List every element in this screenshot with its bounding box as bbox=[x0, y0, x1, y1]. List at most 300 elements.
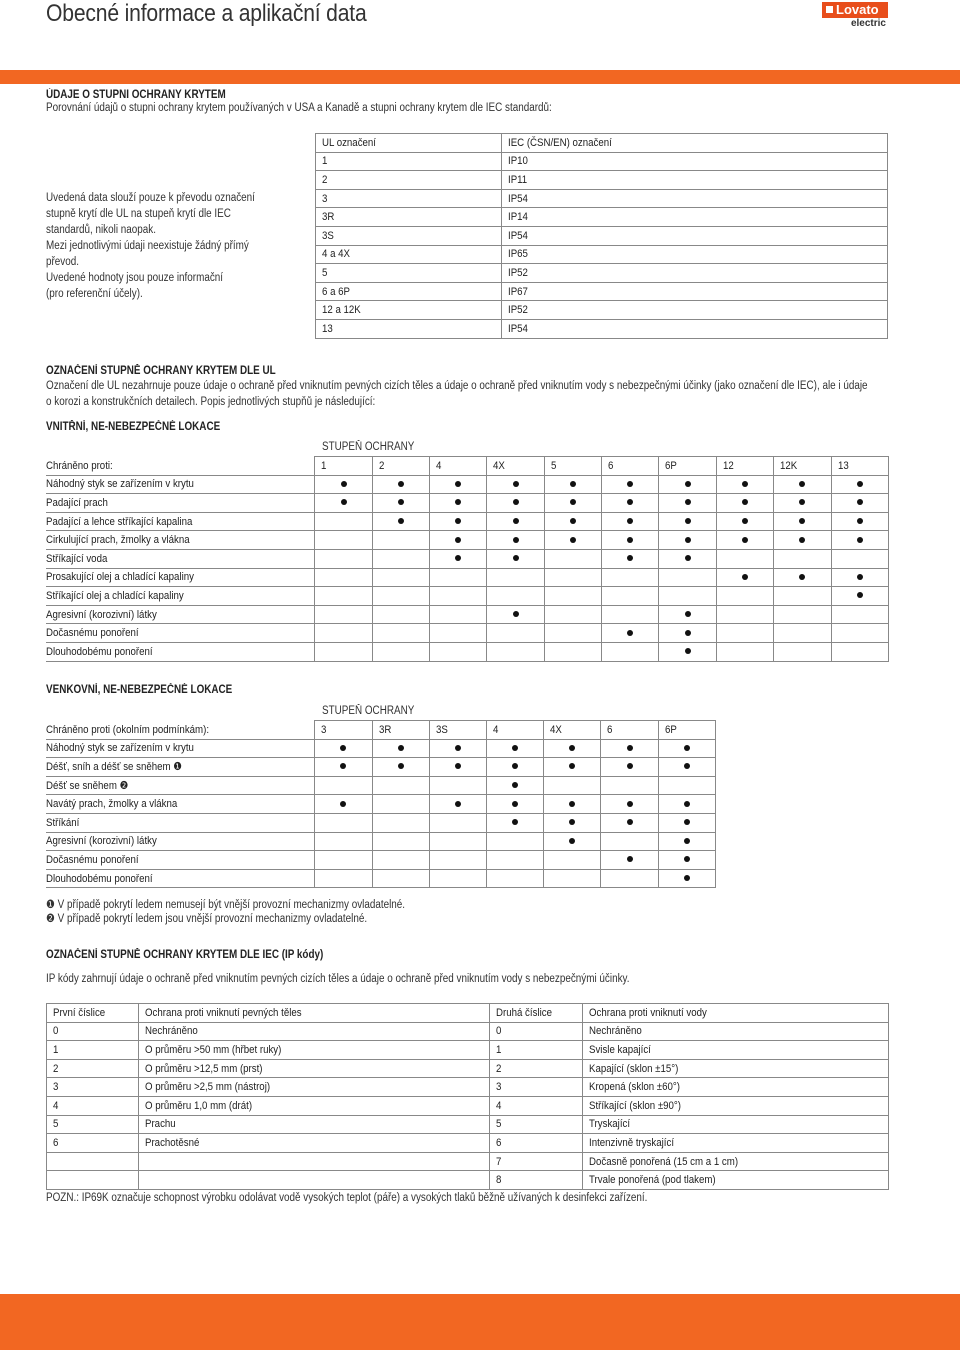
bullet-icon bbox=[512, 763, 518, 769]
bullet-icon bbox=[398, 763, 404, 769]
column-header-text: 13 bbox=[837, 459, 849, 472]
table-row bbox=[46, 549, 889, 568]
bullet-icon bbox=[398, 499, 404, 505]
row-label-text: Dočasnému ponoření bbox=[46, 627, 139, 640]
column-header bbox=[544, 457, 601, 476]
outdoor-group-label: STUPEŇ OCHRANY bbox=[322, 705, 415, 717]
dot-cell bbox=[487, 512, 544, 531]
dot-cell bbox=[429, 776, 486, 795]
dot-cell bbox=[601, 813, 658, 832]
row-label-text: Dočasnému ponoření bbox=[46, 853, 139, 866]
table-row bbox=[47, 1152, 889, 1171]
column-header-text: 6 bbox=[608, 459, 614, 472]
table-row bbox=[46, 475, 889, 494]
cell bbox=[583, 1152, 889, 1171]
dot-cell bbox=[602, 475, 659, 494]
row-label bbox=[46, 624, 315, 643]
dot-cell bbox=[831, 549, 888, 568]
bullet-icon bbox=[742, 499, 748, 505]
dot-cell bbox=[659, 475, 716, 494]
bullet-icon bbox=[570, 537, 576, 543]
dot-cell bbox=[544, 624, 601, 643]
table-row bbox=[316, 245, 888, 264]
cell-text: 4 bbox=[53, 1099, 59, 1112]
bullet-icon bbox=[455, 801, 461, 807]
row-label-text: Agresivní (korozivní) látky bbox=[46, 608, 157, 621]
dot-cell bbox=[658, 813, 715, 832]
dot-cell bbox=[487, 869, 544, 888]
dot-cell bbox=[315, 813, 372, 832]
table-row bbox=[46, 813, 716, 832]
dot-cell bbox=[544, 851, 601, 870]
dot-cell bbox=[430, 494, 487, 513]
dot-cell bbox=[658, 832, 715, 851]
dot-cell bbox=[602, 568, 659, 587]
row-label bbox=[46, 739, 315, 758]
dot-cell bbox=[716, 494, 773, 513]
row-label-text: Prosakující olej a chladící kapaliny bbox=[46, 571, 194, 584]
dot-cell bbox=[429, 739, 486, 758]
bullet-icon bbox=[684, 801, 690, 807]
dot-cell bbox=[372, 869, 429, 888]
dot-cell bbox=[372, 739, 429, 758]
dot-cell bbox=[774, 512, 831, 531]
bullet-icon bbox=[627, 555, 633, 561]
row-label bbox=[46, 776, 315, 795]
row-label-text: Stříkající olej a chladící kapaliny bbox=[46, 589, 184, 602]
cell bbox=[138, 1078, 489, 1097]
dot-cell bbox=[659, 494, 716, 513]
note-line: stupně krytí dle UL na stupeň krytí dle IEC bbox=[46, 208, 231, 220]
protected-label-text: Chráněno proti (okolním podmínkám): bbox=[46, 723, 210, 736]
dot-cell bbox=[372, 475, 429, 494]
note-line: (pro referenční účely). bbox=[46, 288, 143, 300]
dot-cell bbox=[601, 851, 658, 870]
dot-cell bbox=[544, 587, 601, 606]
bullet-icon bbox=[742, 518, 748, 524]
bullet-icon bbox=[627, 763, 633, 769]
cell-text: O průměru >50 mm (hřbet ruky) bbox=[144, 1043, 282, 1056]
dot-cell bbox=[774, 587, 831, 606]
row-label-text: Náhodný styk se zařízením v krytu bbox=[46, 742, 194, 755]
table-row bbox=[46, 758, 716, 777]
dot-cell bbox=[716, 512, 773, 531]
cell-iec bbox=[502, 171, 888, 190]
bullet-icon bbox=[857, 499, 863, 505]
cell-iec bbox=[502, 319, 888, 338]
ip-comparison-intro: Porovnání údajů o stupni ochrany krytem používaných v USA a Kanadě a stupni ochrany krytem dle IEC standardů: bbox=[46, 102, 552, 114]
column-header bbox=[544, 721, 601, 740]
cell-text: 3 bbox=[496, 1081, 502, 1094]
footnote-2: ❷ V případě pokrytí ledem jsou vnější provozní mechanizmy ovladatelné. bbox=[46, 913, 368, 925]
table-row bbox=[47, 1041, 889, 1060]
dot-cell bbox=[658, 758, 715, 777]
row-label-text: Déšť, sníh a déšť se sněhem ❶ bbox=[46, 761, 182, 774]
bullet-icon bbox=[398, 481, 404, 487]
column-header bbox=[583, 1004, 889, 1023]
dot-cell bbox=[544, 531, 601, 550]
cell-text: Stříkající (sklon ±90°) bbox=[589, 1099, 682, 1112]
note-line: převod. bbox=[46, 256, 79, 268]
cell-ul-text: 13 bbox=[322, 322, 333, 335]
table-row bbox=[316, 264, 888, 283]
dot-cell bbox=[774, 605, 831, 624]
table-row bbox=[47, 1059, 889, 1078]
dot-cell bbox=[774, 642, 831, 661]
cell-text: 3 bbox=[53, 1081, 59, 1094]
bullet-icon bbox=[569, 745, 575, 751]
protected-label-text: Chráněno proti: bbox=[46, 459, 113, 472]
bullet-icon bbox=[455, 518, 461, 524]
dot-cell bbox=[601, 776, 658, 795]
dot-cell bbox=[429, 758, 486, 777]
dot-cell bbox=[372, 813, 429, 832]
table-row bbox=[46, 624, 889, 643]
dot-cell bbox=[774, 549, 831, 568]
note-line: Mezi jednotlivými údaji neexistuje žádný přímý bbox=[46, 240, 249, 252]
dot-cell bbox=[602, 549, 659, 568]
cell-ul bbox=[316, 301, 502, 320]
dot-cell bbox=[372, 624, 429, 643]
bullet-icon bbox=[512, 782, 518, 788]
cell bbox=[47, 1022, 139, 1041]
dot-cell bbox=[544, 813, 601, 832]
cell-iec-text: IP67 bbox=[508, 285, 528, 298]
table-row bbox=[316, 171, 888, 190]
dot-cell bbox=[544, 568, 601, 587]
cell-ul-text: 4 a 4X bbox=[322, 248, 350, 261]
bullet-icon bbox=[684, 856, 690, 862]
row-label-text: Padající a lehce stříkající kapalina bbox=[46, 515, 193, 528]
bullet-icon bbox=[685, 537, 691, 543]
dot-cell bbox=[544, 642, 601, 661]
bullet-icon bbox=[513, 499, 519, 505]
bullet-icon bbox=[742, 481, 748, 487]
dot-cell bbox=[544, 739, 601, 758]
table-row bbox=[47, 1115, 889, 1134]
cell bbox=[583, 1022, 889, 1041]
row-label bbox=[46, 568, 315, 587]
dot-cell bbox=[487, 568, 544, 587]
bullet-icon bbox=[455, 555, 461, 561]
bullet-icon bbox=[684, 819, 690, 825]
header-ul-text: UL označení bbox=[322, 136, 376, 149]
cell-text: O průměru 1,0 mm (drát) bbox=[144, 1099, 252, 1112]
bullet-icon bbox=[340, 763, 346, 769]
dot-cell bbox=[716, 587, 773, 606]
column-header-text: 3 bbox=[321, 723, 327, 736]
cell-ul bbox=[316, 319, 502, 338]
bullet-icon bbox=[799, 481, 805, 487]
dot-cell bbox=[602, 494, 659, 513]
dot-cell bbox=[372, 851, 429, 870]
cell-iec bbox=[502, 226, 888, 245]
dot-cell bbox=[831, 605, 888, 624]
table-row bbox=[47, 1078, 889, 1097]
cell bbox=[47, 1152, 139, 1171]
indoor-group-label: STUPEŇ OCHRANY bbox=[322, 441, 415, 453]
row-label-text: Navátý prach, žmolky a vlákna bbox=[46, 798, 178, 811]
cell bbox=[490, 1134, 583, 1153]
table-row bbox=[46, 531, 889, 550]
cell bbox=[47, 1134, 139, 1153]
bullet-icon bbox=[513, 481, 519, 487]
cell-text: 0 bbox=[496, 1025, 502, 1038]
table-header-row bbox=[47, 1004, 889, 1023]
row-label bbox=[46, 832, 315, 851]
dot-cell bbox=[315, 605, 372, 624]
cell-text: 1 bbox=[53, 1043, 59, 1056]
column-header-text: Druhá číslice bbox=[496, 1006, 553, 1019]
cell-iec-text: IP54 bbox=[508, 229, 528, 242]
dot-cell bbox=[372, 512, 429, 531]
bullet-icon bbox=[685, 630, 691, 636]
column-header-text: 4 bbox=[436, 459, 442, 472]
dot-cell bbox=[602, 642, 659, 661]
dot-cell bbox=[487, 605, 544, 624]
dot-cell bbox=[372, 605, 429, 624]
row-label-text: Dlouhodobému ponoření bbox=[46, 645, 153, 658]
cell bbox=[583, 1059, 889, 1078]
dot-cell bbox=[315, 851, 372, 870]
iec-note: POZN.: IP69K označuje schopnost výrobku odolávat vodě vysokých teplot (páře) a vysokých tlaků běžně užívaných k desinfekci zařízení. bbox=[46, 1192, 648, 1204]
cell-ul bbox=[316, 152, 502, 171]
dot-cell bbox=[487, 813, 544, 832]
note-line: Uvedená data slouží pouze k převodu označení bbox=[46, 192, 255, 204]
bullet-icon bbox=[455, 537, 461, 543]
cell-iec bbox=[502, 245, 888, 264]
dot-cell bbox=[601, 869, 658, 888]
dot-cell bbox=[487, 776, 544, 795]
bullet-icon bbox=[685, 499, 691, 505]
table-row bbox=[316, 301, 888, 320]
dot-cell bbox=[372, 776, 429, 795]
dot-cell bbox=[602, 531, 659, 550]
cell-text: O průměru >2,5 mm (nástroj) bbox=[144, 1081, 271, 1094]
brand-logo bbox=[822, 2, 888, 28]
bullet-icon bbox=[627, 630, 633, 636]
cell bbox=[47, 1078, 139, 1097]
bullet-icon bbox=[513, 518, 519, 524]
bullet-icon bbox=[341, 481, 347, 487]
cell bbox=[490, 1171, 583, 1190]
bullet-icon bbox=[685, 518, 691, 524]
iec-table bbox=[46, 1003, 889, 1190]
dot-cell bbox=[658, 776, 715, 795]
dot-cell bbox=[372, 494, 429, 513]
dot-cell bbox=[602, 605, 659, 624]
bullet-icon bbox=[455, 499, 461, 505]
cell-ul bbox=[316, 189, 502, 208]
bullet-icon bbox=[799, 537, 805, 543]
table-row bbox=[47, 1171, 889, 1190]
cell-text: Dočasně ponořená (15 cm a 1 cm) bbox=[589, 1155, 739, 1168]
cell bbox=[490, 1059, 583, 1078]
top-accent-bar bbox=[0, 70, 960, 84]
dot-cell bbox=[487, 642, 544, 661]
dot-cell bbox=[659, 568, 716, 587]
dot-cell bbox=[774, 624, 831, 643]
cell-ul-text: 2 bbox=[322, 173, 328, 186]
cell-iec bbox=[502, 282, 888, 301]
column-header bbox=[490, 1004, 583, 1023]
cell bbox=[138, 1171, 489, 1190]
footnote-1: ❶ V případě pokrytí ledem nemusejí být vnější provozní mechanizmy ovladatelné. bbox=[46, 899, 406, 911]
dot-cell bbox=[774, 494, 831, 513]
iec-section-text: IP kódy zahrnují údaje o ochraně před vniknutím pevných cizích těles a údaje o ochraně před vniknutím vody s nebezpečnými účinky. bbox=[46, 973, 630, 985]
cell-text: 5 bbox=[496, 1118, 502, 1131]
column-header bbox=[487, 721, 544, 740]
cell-text: Nechráněno bbox=[144, 1025, 198, 1038]
cell-ul-text: 3S bbox=[322, 229, 334, 242]
bullet-icon bbox=[627, 745, 633, 751]
row-label bbox=[46, 869, 315, 888]
cell-ul bbox=[316, 245, 502, 264]
dot-cell bbox=[831, 587, 888, 606]
column-header bbox=[138, 1004, 489, 1023]
cell-ul-text: 12 a 12K bbox=[322, 304, 361, 317]
row-label bbox=[46, 605, 315, 624]
dot-cell bbox=[372, 832, 429, 851]
dot-cell bbox=[659, 549, 716, 568]
column-header-text: 6P bbox=[664, 723, 677, 736]
dot-cell bbox=[659, 642, 716, 661]
column-header-text: 3S bbox=[435, 723, 448, 736]
cell bbox=[583, 1096, 889, 1115]
column-header bbox=[602, 457, 659, 476]
bullet-icon bbox=[684, 745, 690, 751]
dot-cell bbox=[315, 475, 372, 494]
dot-cell bbox=[602, 512, 659, 531]
protected-label bbox=[46, 721, 315, 740]
column-header bbox=[315, 457, 372, 476]
column-header-text: 4X bbox=[550, 723, 563, 736]
column-header-text: 4X bbox=[493, 459, 506, 472]
table-row bbox=[316, 282, 888, 301]
bullet-icon bbox=[513, 555, 519, 561]
bullet-icon bbox=[742, 537, 748, 543]
cell-iec-text: IP65 bbox=[508, 248, 528, 261]
table-row bbox=[46, 568, 889, 587]
column-header-text: 12 bbox=[722, 459, 734, 472]
dot-cell bbox=[315, 494, 372, 513]
cell-text: Prachotěsné bbox=[144, 1136, 200, 1149]
column-header-text: Ochrana proti vniknutí pevných těles bbox=[144, 1006, 302, 1019]
bullet-icon bbox=[857, 574, 863, 580]
column-header bbox=[659, 457, 716, 476]
bullet-icon bbox=[627, 499, 633, 505]
dot-cell bbox=[315, 549, 372, 568]
dot-cell bbox=[831, 642, 888, 661]
dot-cell bbox=[544, 512, 601, 531]
dot-cell bbox=[487, 851, 544, 870]
table-row bbox=[46, 832, 716, 851]
outdoor-title: VENKOVNÍ, NE-NEBEZPEČNÉ LOKACE bbox=[46, 684, 233, 696]
dot-cell bbox=[602, 624, 659, 643]
row-label bbox=[46, 549, 315, 568]
cell bbox=[583, 1041, 889, 1060]
dot-cell bbox=[430, 568, 487, 587]
dot-cell bbox=[659, 587, 716, 606]
cell-text: Trvale ponořená (pod tlakem) bbox=[589, 1174, 716, 1187]
cell-ul-text: 5 bbox=[322, 266, 328, 279]
cell-text: 7 bbox=[496, 1155, 502, 1168]
column-header-text: 4 bbox=[493, 723, 499, 736]
table-header-row bbox=[316, 134, 888, 153]
table-header-row bbox=[46, 721, 716, 740]
column-header-text: 1 bbox=[321, 459, 327, 472]
column-header bbox=[47, 1004, 139, 1023]
bullet-icon bbox=[455, 745, 461, 751]
dot-cell bbox=[487, 549, 544, 568]
indoor-title: VNITŘNÍ, NE-NEBEZPEČNÉ LOKACE bbox=[46, 421, 221, 433]
bullet-icon bbox=[685, 555, 691, 561]
dot-cell bbox=[716, 475, 773, 494]
dot-cell bbox=[716, 642, 773, 661]
cell-text: O průměru >12,5 mm (prst) bbox=[144, 1062, 263, 1075]
bullet-icon bbox=[341, 499, 347, 505]
dot-cell bbox=[831, 475, 888, 494]
row-label bbox=[46, 642, 315, 661]
dot-cell bbox=[716, 568, 773, 587]
cell-text: Prachu bbox=[144, 1118, 176, 1131]
dot-cell bbox=[658, 739, 715, 758]
cell-ul bbox=[316, 282, 502, 301]
dot-cell bbox=[487, 475, 544, 494]
bullet-icon bbox=[684, 875, 690, 881]
bullet-icon bbox=[799, 499, 805, 505]
dot-cell bbox=[716, 531, 773, 550]
bullet-icon bbox=[340, 801, 346, 807]
bullet-icon bbox=[512, 801, 518, 807]
row-label bbox=[46, 531, 315, 550]
bullet-icon bbox=[627, 537, 633, 543]
cell bbox=[47, 1041, 139, 1060]
bullet-icon bbox=[685, 481, 691, 487]
dot-cell bbox=[429, 813, 486, 832]
bullet-icon bbox=[627, 801, 633, 807]
dot-cell bbox=[544, 795, 601, 814]
dot-cell bbox=[659, 531, 716, 550]
cell-text: 0 bbox=[53, 1025, 59, 1038]
dot-cell bbox=[315, 758, 372, 777]
dot-cell bbox=[430, 512, 487, 531]
cell-text: 4 bbox=[496, 1099, 502, 1112]
table-row bbox=[316, 208, 888, 227]
bullet-icon bbox=[569, 763, 575, 769]
dot-cell bbox=[659, 605, 716, 624]
column-header-text: První číslice bbox=[53, 1006, 106, 1019]
dot-cell bbox=[430, 549, 487, 568]
bullet-icon bbox=[513, 537, 519, 543]
outdoor-table bbox=[46, 720, 716, 888]
cell bbox=[138, 1096, 489, 1115]
column-header-text: 2 bbox=[378, 459, 385, 472]
dot-cell bbox=[544, 475, 601, 494]
cell-ul bbox=[316, 171, 502, 190]
dot-cell bbox=[429, 869, 486, 888]
cell bbox=[138, 1041, 489, 1060]
header-ul bbox=[316, 134, 502, 153]
dot-cell bbox=[430, 475, 487, 494]
bullet-icon bbox=[684, 763, 690, 769]
bullet-icon bbox=[684, 838, 690, 844]
bullet-icon bbox=[627, 518, 633, 524]
dot-cell bbox=[487, 624, 544, 643]
dot-cell bbox=[831, 568, 888, 587]
dot-cell bbox=[315, 795, 372, 814]
cell-text: Intenzivně tryskající bbox=[589, 1136, 675, 1149]
